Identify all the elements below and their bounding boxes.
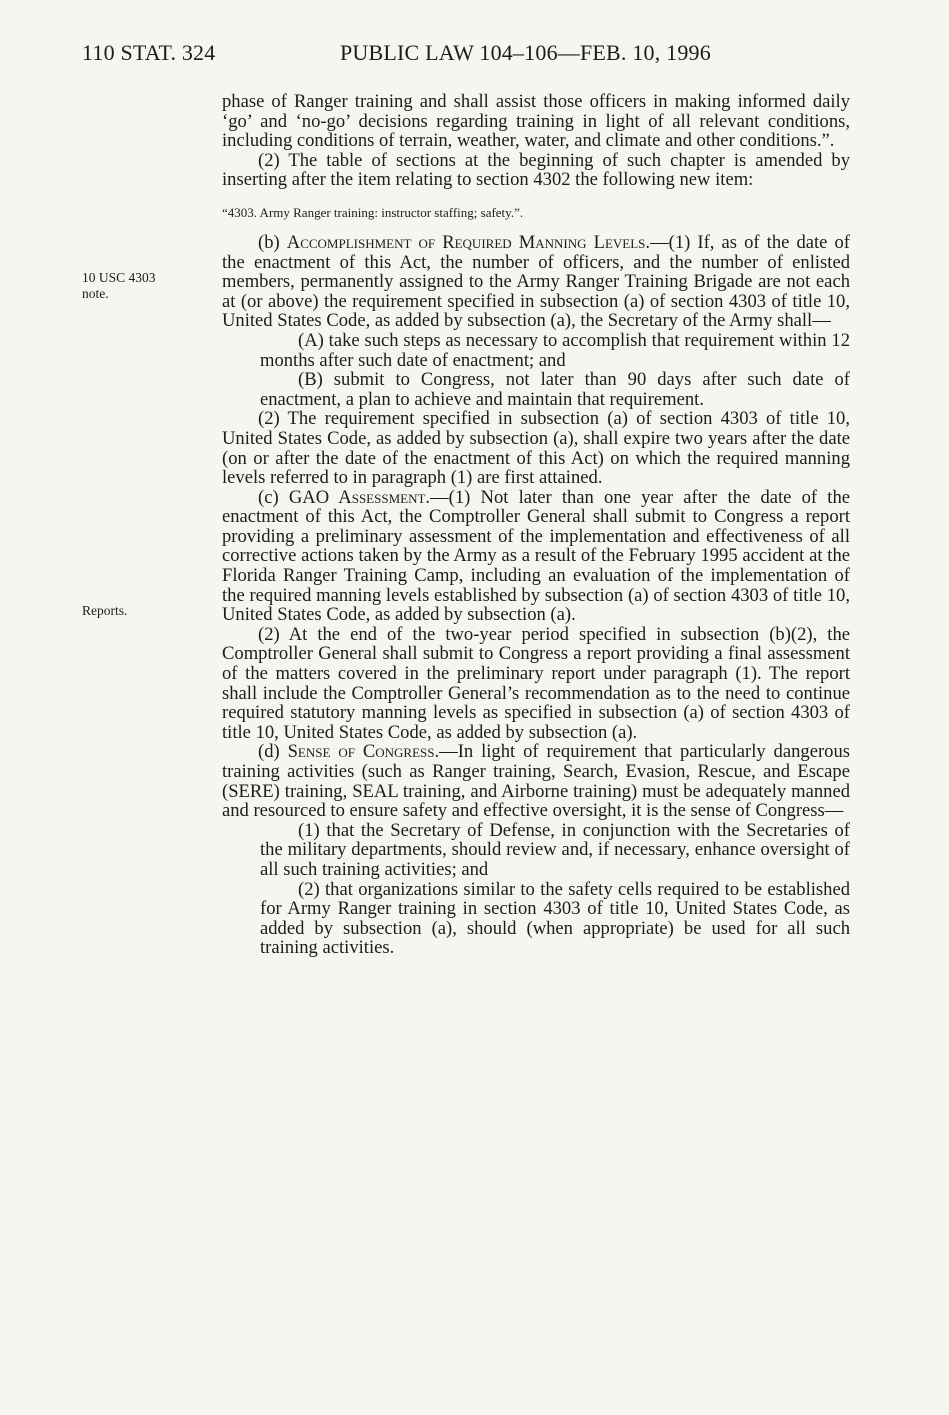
- paragraph-continuation: phase of Ranger training and shall assist those officers in making informed daily ‘go’ and ‘no-go’ decisions regarding training in light of all relevant conditions, including conditions of terrain, weather, water, and climate and other conditions.”.: [222, 91, 850, 152]
- subsection-b-heading: Accomplishment of Required Manning Levels: [286, 231, 646, 253]
- subsection-c-heading: GAO Assessment: [288, 486, 426, 508]
- margin-note-usc: [82, 270, 192, 302]
- subsection-c: [222, 488, 850, 625]
- subsection-c-lead: (c): [258, 486, 289, 508]
- subsection-b-lead: (b): [258, 231, 287, 253]
- subsection-c-text: .—(1) Not later than one year after the date of the enactment of this Act, the Comptroller General shall submit to Congress a report providing a preliminary assessment of the implementation and effectiveness of all corrective actions taken by the Army as a result of the February 1995 accident at the Florida Ranger Training Camp, including an evaluation of the implementation of the required manning levels established by subsection (a) of section 4303 of title 10, United States Code, as added by subsection (a).: [222, 486, 851, 626]
- subsection-b: [222, 233, 850, 331]
- clause-d-2: (2) that organizations similar to the safety cells required to be established for Army Ranger training in section 4303 of title 10, United States Code, as added by subsection (a), should (when appropriate) be used for all such training activities.: [260, 878, 850, 959]
- table-of-sections-item: “4303. Army Ranger training: instructor staffing; safety.”.: [222, 204, 524, 220]
- paragraph-table-amendment: (2) The table of sections at the beginning of such chapter is amended by inserting after the item relating to section 4302 the following new item:: [222, 149, 850, 191]
- running-title: PUBLIC LAW 104–106—FEB. 10, 1996: [340, 40, 711, 65]
- subsection-d-heading: Sense of Congress: [287, 741, 435, 763]
- paragraph-b-2: (2) The requirement specified in subsection (a) of section 4303 of title 10, United States Code, as added by subsection (a), shall expire two years after the date (on or after the date of the enactment of this Act) on which the required manning levels referred to in paragraph (1) are first attained.: [222, 408, 850, 489]
- margin-note-usc-line1: 10 USC 4303: [82, 270, 156, 285]
- margin-note-usc-line2: note.: [82, 286, 109, 301]
- subsection-d-text: .—In light of requirement that particularly dangerous training activities (such as Ranger training, Search, Evasion, Rescue, and Escape (SERE) training, SEAL training, and Airborne training) must be adequately manned and resourced to ensure safety and effective oversight, it is the sense of Congress—: [222, 741, 850, 822]
- clause-b-A: (A) take such steps as necessary to accomplish that requirement within 12 months after such date of enactment; and: [260, 329, 850, 371]
- paragraph-c-2: (2) At the end of the two-year period specified in subsection (b)(2), the Comptroller General shall submit to Congress a report providing a final assessment of the matters covered in the preliminary report under paragraph (1). The report shall include the Comptroller General’s recommendation as to the need to continue required statutory manning levels as specified in subsection (a) of section 4303 of title 10, United States Code, as added by subsection (a).: [222, 623, 850, 743]
- clause-b-B: (B) submit to Congress, not later than 90 days after such date of enactment, a plan to achieve and maintain that requirement.: [260, 369, 850, 410]
- margin-note-reports: Reports.: [82, 603, 128, 618]
- subsection-d: [222, 742, 850, 820]
- subsection-b-text: .—(1) If, as of the date of the enactment of this Act, the number of officers, and the number of enlisted members, permanently assigned to the Army Ranger Training Brigade are not each at (or above) the requirement specified in subsection (a) of section 4303 of title 10, United States Code, as added by subsection (a), the Secretary of the Army shall—: [222, 231, 850, 332]
- subsection-d-lead: (d): [258, 741, 288, 763]
- statute-page-number: 110 STAT. 324: [82, 40, 216, 65]
- document-body: [222, 92, 850, 958]
- clause-d-1: (1) that the Secretary of Defense, in conjunction with the Secretaries of the military departments, should review and, if necessary, enhance oversight of all such training activities; and: [260, 819, 850, 880]
